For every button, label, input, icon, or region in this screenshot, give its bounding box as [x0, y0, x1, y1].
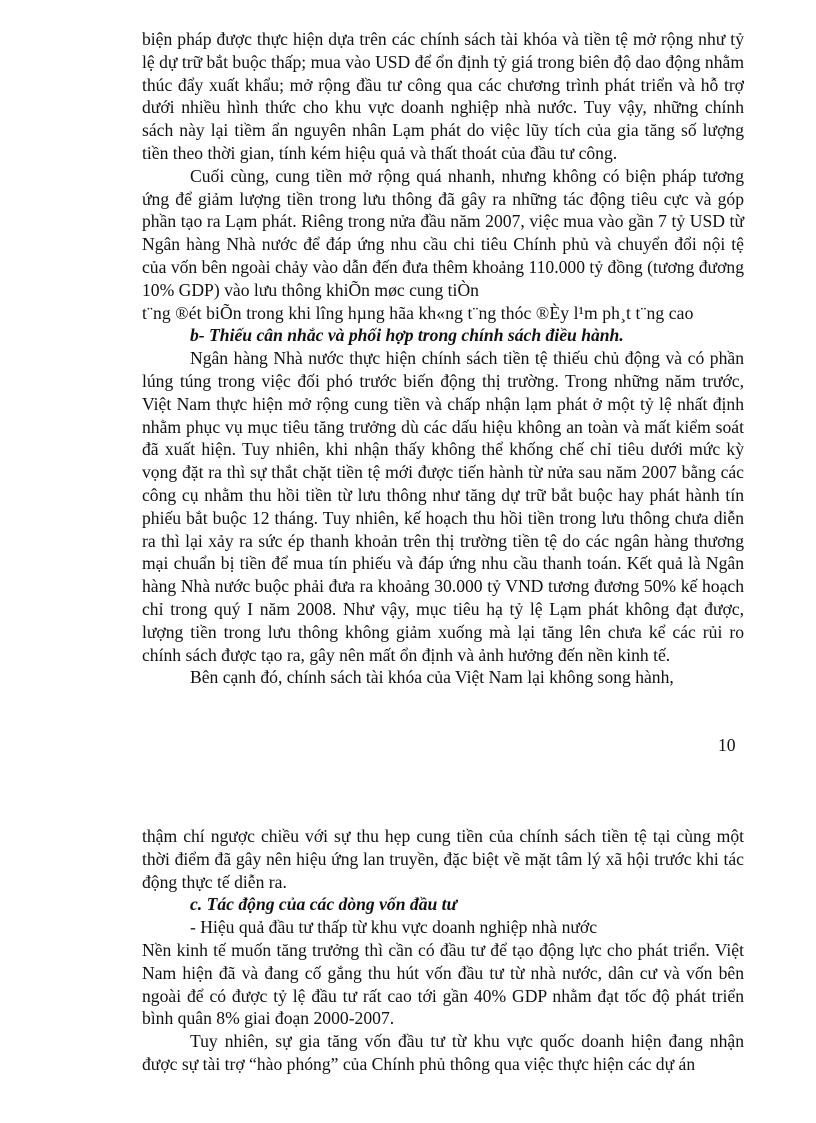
paragraph-fiscal-policy: Bên cạnh đó, chính sách tài khóa của Việt Nam lại không song hành,: [190, 667, 674, 688]
paragraph-policy-measures: biện pháp được thực hiện dựa trên các chính sách tài khóa và tiền tệ mở rộng như tỷ lệ dự trữ bắt buộc thấp; mua vào USD để ổn định tỷ giá trong biên độ dao động nhằm thúc đẩy xuất khẩu; mở rộng đầu tư công qua các chương trình phát triển và hỗ trợ dưới nhiều hình thức cho khu vực doanh nghiệp nhà nước. Tuy vậy, những chính sách này lại tiềm ẩn nguyên nhân Lạm phát do việc lũy tích của gia tăng số lượng tiền theo thời gian, tính kém hiệu quả và thất thoát của đầu tư công.: [142, 29, 745, 163]
paragraph-economic-growth: Nền kinh tế muốn tăng trưởng thì cần có đầu tư để tạo động lực cho phát triển. Việt Nam hiện đã và đang cố gắng thu hút vốn đầu tư từ nhà nước, dân cư và vốn bên ngoài để có được tỷ lệ đầu tư rất cao tới gần 40% GDP nhằm đạt tốc độ phát triển bình quân 8% giai đoạn 2000-2007.: [142, 939, 744, 1029]
paragraph-state-bank: Ngân hàng Nhà nước thực hiện chính sách tiền tệ thiếu chủ động và có phần lúng túng trong việc đối phó trước biến động thị trường. Trong những năm trước, Việt Nam thực hiện mở rộng cung tiền và chấp nhận lạm phát ở một tỷ lệ nhất định nhằm phục vụ mục tiêu tăng trưởng dù các dấu hiệu không an toàn và mất kiểm soát đã xuất hiện. Tuy nhiên, khi nhận thấy không thể khống chế chỉ tiêu dưới mức kỳ vọng đặt ra thì sự thắt chặt tiền tệ mới được tiến hành từ nửa sau năm 2007 bằng các công cụ nhằm thu hồi tiền từ lưu thông như tăng dự trữ bắt buộc hay phát hành tín phiếu bắt buộc 12 tháng. Tuy nhiên, kế hoạch thu hồi tiền trong lưu thông chưa diễn ra thì lại xảy ra sức ép thanh khoản trên thị trường tiền tệ do các ngân hàng thương mại chuẩn bị tiền để mua tín phiếu và đáp ứng nhu cầu thanh toán. Kết quả là Ngân hàng Nhà nước buộc phải đưa ra khoảng 30.000 tỷ VND tương đương 50% kế hoạch chỉ trong quý I năm 2008. Như vậy, mục tiêu hạ tỷ lệ Lạm phát không đạt được, lượng tiền trong lưu thông không giảm xuống mà lại tăng lên chưa kể các rủi ro chính sách được tạo ra, gây nên mất ổn định và ảnh hưởng đến nền kinh tế.: [142, 348, 744, 665]
page-number: 10: [718, 735, 736, 755]
paragraph-money-supply: Cuối cùng, cung tiền mở rộng quá nhanh, nhưng không có biện pháp tương ứng để giảm lượng tiền trong lưu thông đã gây ra những tác động tiêu cực và góp phần tạo ra Lạm phát. Riêng trong nửa đầu năm 2007, việc mua vào gần 7 tỷ USD từ Ngân hàng Nhà nước để đáp ứng nhu cầu chi tiêu Chính phủ và chuyển đổi nội tệ của vốn bên ngoài chảy vào dẫn đến đưa thêm khoảng 110.000 tỷ đồng (tương đương 10% GDP) vào lưu thông khiÕn møc cung tiÒn: [142, 165, 744, 300]
page-11-body: [142, 825, 744, 1076]
section-heading-b: b- Thiếu cân nhắc và phối hợp trong chính sách điều hành.: [190, 325, 624, 346]
section-heading-c: c. Tác động của các dòng vốn đầu tư: [190, 894, 458, 915]
page-10-body: [142, 28, 744, 689]
bullet-investment-efficiency: - Hiệu quả đầu tư thấp từ khu vực doanh nghiệp nhà nước: [190, 917, 598, 938]
paragraph-contrary-direction: thậm chí ngược chiều với sự thu hẹp cung tiền của chính sách tiền tệ tại cùng một thời điểm đã gây nên hiệu ứng lan truyền, đặc biệt về mặt tâm lý xã hội trước khi tác động thực tế diễn ra.: [142, 826, 744, 892]
paragraph-garbled-line: t¨ng ®ét biÕn trong khi lîng hµng hãa kh«ng t¨ng thóc ®Èy l¹m ph¸t t¨ng cao: [142, 302, 694, 323]
paragraph-state-funding: Tuy nhiên, sự gia tăng vốn đầu tư từ khu vực quốc doanh hiện đang nhận được sự tài trợ “hào phóng” của Chính phủ thông qua việc thực hiện các dự án: [142, 1031, 744, 1074]
